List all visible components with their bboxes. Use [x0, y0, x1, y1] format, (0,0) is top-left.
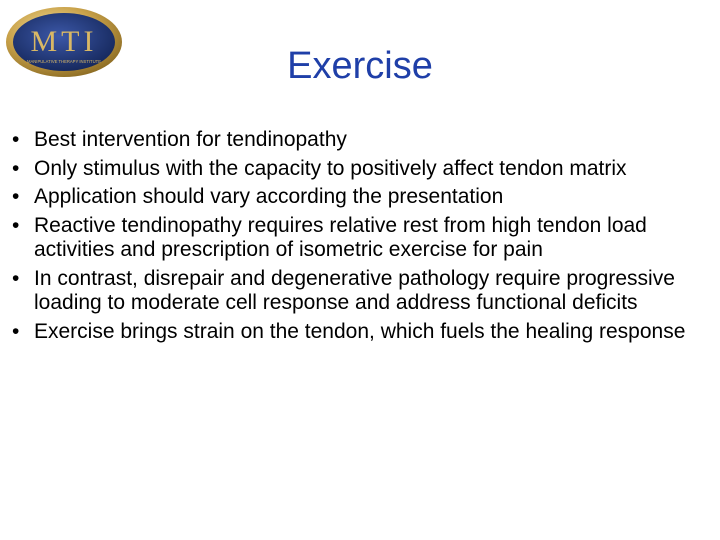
bullet-text: Best intervention for tendinopathy	[34, 128, 347, 151]
bullet-icon: •	[12, 213, 20, 237]
bullet-icon: •	[12, 128, 20, 151]
logo-tagline: MANIPULATIVE THERAPY INSTITUTE	[27, 59, 101, 64]
bullet-text: Reactive tendinopathy requires relative rest from high tendon load activities and prescription of isometric exercise for pain	[34, 213, 647, 261]
bullet-item	[12, 185, 712, 210]
bullet-icon: •	[12, 156, 20, 180]
logo-initials: MTI	[30, 25, 98, 58]
bullet-item	[12, 157, 712, 182]
bullet-text: Application should vary according the presentation	[34, 185, 504, 208]
mti-logo	[5, 6, 123, 78]
bullet-text: In contrast, disrepair and degenerative pathology require progressive loading to moderate cell response and address functional deficits	[34, 266, 675, 314]
bullet-icon: •	[12, 185, 20, 208]
bullet-item	[12, 214, 712, 263]
bullet-item	[12, 320, 712, 345]
bullet-icon: •	[12, 319, 20, 343]
bullet-text: Exercise brings strain on the tendon, which fuels the healing response	[34, 319, 686, 343]
bullet-item	[12, 128, 712, 153]
slide-title: Exercise	[287, 45, 433, 87]
bullet-list	[12, 128, 712, 348]
bullet-item	[12, 267, 712, 316]
bullet-text: Only stimulus with the capacity to positively affect tendon matrix	[34, 156, 627, 180]
bullet-icon: •	[12, 266, 20, 290]
